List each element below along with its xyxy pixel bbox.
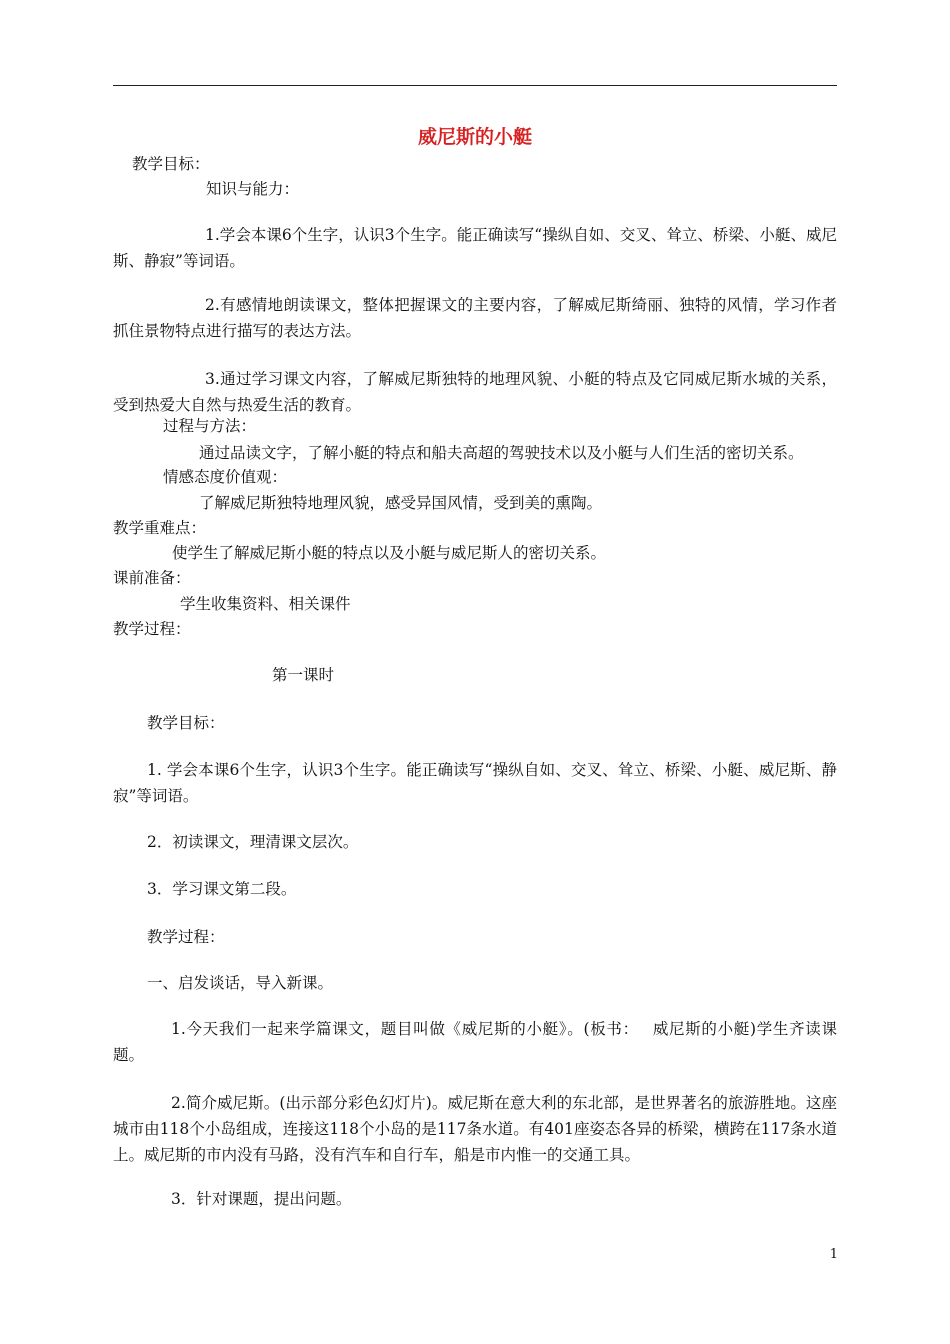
step-one-heading: 一、启发谈话，导入新课。 (147, 974, 334, 992)
subheading-knowledge: 知识与能力： (206, 180, 300, 198)
step-1-paragraph: 1.今天我们一起来学篇课文，题目叫做《威尼斯的小艇》。(板书： 威尼斯的小艇)学生齐读课题。 (113, 1020, 837, 1064)
goal-item-3: 3.通过学习课文内容，了解威尼斯独特的地理风貌、小艇的特点及它同威尼斯水城的关系，受到热爱大自然与热爱生活的教育。 (113, 370, 837, 414)
heading-teaching-process: 教学过程： (113, 620, 191, 638)
heading-teaching-goals: 教学目标： (132, 155, 210, 173)
key-points-text: 使学生了解威尼斯小艇的特点以及小艇与威尼斯人的密切关系。 (172, 544, 607, 562)
subheading-process-method: 过程与方法： (163, 417, 257, 435)
header-rule (113, 85, 837, 86)
lesson-one-heading: 第一课时 (272, 666, 335, 684)
lesson-goal-1: 1. 学会本课6个生字，认识3个生字。能正确读写“操纵自如、交叉、耸立、桥梁、小艇、威尼斯、静寂”等词语。 (113, 761, 837, 805)
step-3-paragraph: 3．针对课题，提出问题。 (171, 1190, 352, 1208)
heading-preparation: 课前准备： (113, 569, 191, 587)
goal-item-1: 1.学会本课6个生字，认识3个生字。能正确读写“操纵自如、交叉、耸立、桥梁、小艇、威尼斯、静寂”等词语。 (113, 226, 837, 270)
lesson-goal-2: 2．初读课文，理清课文层次。 (147, 833, 359, 851)
lesson-process-heading: 教学过程： (147, 928, 225, 946)
lesson-goal-3: 3．学习课文第二段。 (147, 880, 297, 898)
preparation-text: 学生收集资料、相关课件 (180, 595, 351, 613)
heading-key-points: 教学重难点： (113, 519, 207, 537)
emotion-text: 了解威尼斯独特地理风貌，感受异国风情，受到美的熏陶。 (199, 494, 603, 512)
document-title: 威尼斯的小艇 (417, 126, 532, 148)
lesson-goals-heading: 教学目标： (147, 714, 225, 732)
subheading-emotion: 情感态度价值观： (163, 468, 288, 486)
page-number: 1 (829, 1247, 838, 1262)
goal-item-2: 2.有感情地朗读课文，整体把握课文的主要内容，了解威尼斯绮丽、独特的风情，学习作者抓住景物特点进行描写的表达方法。 (113, 296, 837, 340)
step-2-paragraph: 2.简介威尼斯。(出示部分彩色幻灯片)。威尼斯在意大利的东北部，是世界著名的旅游胜地。这座城市由118个小岛组成，连接这118个小岛的是117条水道。有401座姿态各异的桥梁，横跨在117条水道上。威尼斯的市内没有马路，没有汽车和自行车，船是市内惟一的交通工具。 (113, 1094, 837, 1164)
process-method-text: 通过品读文字，了解小艇的特点和船夫高超的驾驶技术以及小艇与人们生活的密切关系。 (199, 444, 804, 462)
